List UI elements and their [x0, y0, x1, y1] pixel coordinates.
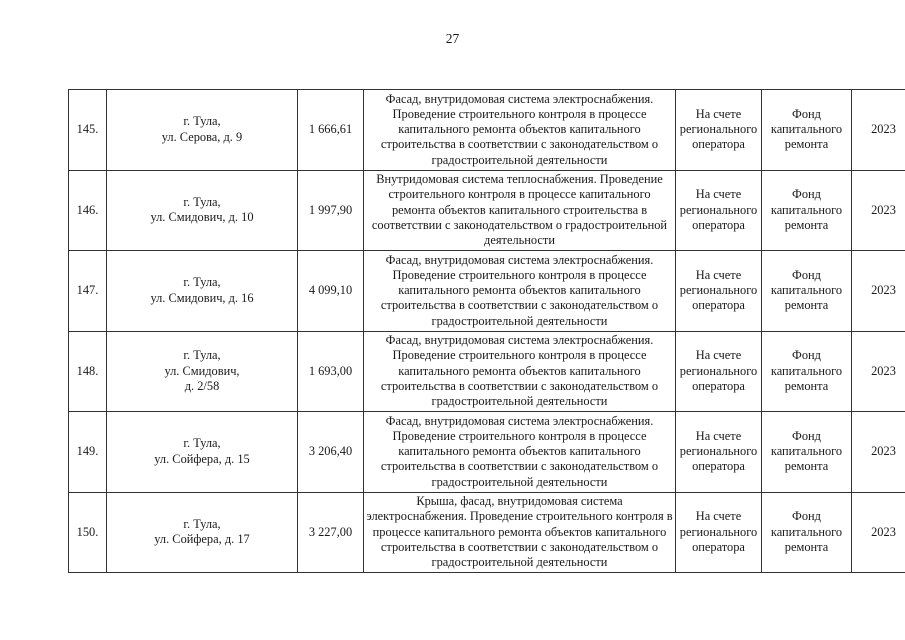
year-cell: 2023 — [852, 331, 905, 412]
year-cell: 2023 — [852, 492, 905, 573]
table-row — [69, 331, 905, 412]
address-cell: г. Тула, ул. Серова, д. 9 — [107, 90, 298, 171]
year-cell: 2023 — [852, 90, 905, 171]
area-cell: 1 997,90 — [298, 170, 364, 251]
account-cell: На счете регионального оператора — [676, 90, 762, 171]
funding-source-cell: Фонд капитального ремонта — [762, 90, 852, 171]
year-cell: 2023 — [852, 412, 905, 493]
account-cell: На счете регионального оператора — [676, 412, 762, 493]
funding-source-cell: Фонд капитального ремонта — [762, 492, 852, 573]
area-cell: 1 666,61 — [298, 90, 364, 171]
works-cell: Фасад, внутридомовая система электроснабжения. Проведение строительного контроля в процессе капитального ремонта объектов капитального строительства в соответствии с законодательством о градостроительной деятельности — [364, 251, 676, 332]
address-cell: г. Тула, ул. Смидович, д. 10 — [107, 170, 298, 251]
area-cell: 3 227,00 — [298, 492, 364, 573]
year-cell: 2023 — [852, 170, 905, 251]
works-cell: Фасад, внутридомовая система электроснабжения. Проведение строительного контроля в процессе капитального ремонта объектов капитального строительства в соответствии с законодательством о градостроительной деятельности — [364, 90, 676, 171]
year-cell: 2023 — [852, 251, 905, 332]
account-cell: На счете регионального оператора — [676, 170, 762, 251]
row-number: 149. — [69, 412, 107, 493]
works-cell: Фасад, внутридомовая система электроснабжения. Проведение строительного контроля в процессе капитального ремонта объектов капитального строительства в соответствии с законодательством о градостроительной деятельности — [364, 412, 676, 493]
account-cell: На счете регионального оператора — [676, 492, 762, 573]
row-number: 146. — [69, 170, 107, 251]
funding-source-cell: Фонд капитального ремонта — [762, 412, 852, 493]
area-cell: 3 206,40 — [298, 412, 364, 493]
row-number: 150. — [69, 492, 107, 573]
address-cell: г. Тула, ул. Смидович, д. 2/58 — [107, 331, 298, 412]
table-row — [69, 170, 905, 251]
account-cell: На счете регионального оператора — [676, 331, 762, 412]
funding-source-cell: Фонд капитального ремонта — [762, 331, 852, 412]
table-row — [69, 90, 905, 171]
row-number: 147. — [69, 251, 107, 332]
funding-source-cell: Фонд капитального ремонта — [762, 251, 852, 332]
page-number: 27 — [445, 31, 460, 46]
area-cell: 4 099,10 — [298, 251, 364, 332]
table-row — [69, 412, 905, 493]
funding-source-cell: Фонд капитального ремонта — [762, 170, 852, 251]
account-cell: На счете регионального оператора — [676, 251, 762, 332]
area-cell: 1 693,00 — [298, 331, 364, 412]
works-cell: Крыша, фасад, внутридомовая система электроснабжения. Проведение строительного контроля в процессе капитального ремонта объектов капитального строительства в соответствии с законодательством о градостроительной деятельности — [364, 492, 676, 573]
address-cell: г. Тула, ул. Смидович, д. 16 — [107, 251, 298, 332]
address-cell: г. Тула, ул. Сойфера, д. 15 — [107, 412, 298, 493]
row-number: 148. — [69, 331, 107, 412]
row-number: 145. — [69, 90, 107, 171]
address-cell: г. Тула, ул. Сойфера, д. 17 — [107, 492, 298, 573]
works-cell: Внутридомовая система теплоснабжения. Проведение строительного контроля в процессе капитального ремонта объектов капитального строительства в соответствии с законодательством о градостроительной деятельности — [364, 170, 676, 251]
table-row — [69, 251, 905, 332]
table-row — [69, 492, 905, 573]
works-cell: Фасад, внутридомовая система электроснабжения. Проведение строительного контроля в процессе капитального ремонта объектов капитального строительства в соответствии с законодательством о градостроительной деятельности — [364, 331, 676, 412]
capital-repair-table — [68, 89, 905, 573]
